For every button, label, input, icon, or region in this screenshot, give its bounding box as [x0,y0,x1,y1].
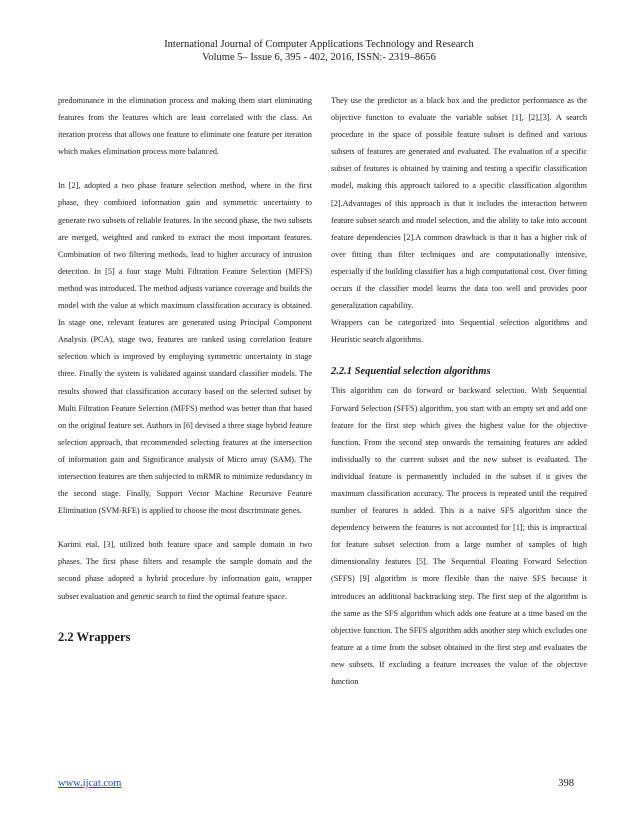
right-paragraph-1: They use the predictor as a black box and the predictor performance as the objective function to evaluate the variable subset [1], [2],[3]. A search procedure in the space of possible feature subset is defined and various subsets of features are generated and evaluated. The evaluation of a specific subset of features is obtained by training and testing a specific classification model, making this approach tailored to a specific classification algorithm [2].Advantages of this approach is that it includes the interaction between feature subset search and model selection, and the ability to take into account feature dependencies [2].A common drawback is that it has a higher risk of over fitting than filter techniques and are computationally intensive, especially if the building classifier has a high computational cost. Over fitting occurs if the classifier model learns the data too well and provides poor generalization capability. [331,96,587,311]
journal-link[interactable]: www.ijcat.com [58,778,122,789]
left-column [58,92,312,645]
right-column [331,92,587,690]
section-heading-wrappers: 2.2 Wrappers [58,629,131,644]
left-paragraph-1: predominance in the elimination process and making them start eliminating features from the features which are least correlated with the class. An iteration process that allows one feature to eliminate one feature per iteration which makes elimination process more balanced. [58,96,312,157]
right-paragraph-2: Wrappers can be categorized into Sequential selection algorithms and Heuristic search algorithms. [331,318,587,345]
page-number: 398 [558,778,574,789]
right-paragraph-3: This algorithm can do forward or backward selection. With Sequential Forward Selection (SFFS) algorithm, you start with an empty set and add one feature for the first step which gives the highest value for the objective function. From the second step onwards the remaining features are added individually to the current subset and the new subset is evaluated. The individual feature is permanently included in the subset if it gives the maximum classification accuracy. The process is repeated until the required number of features is added. This is a naive SFS algorithm since the dependency between the features is not accounted for [1]; this is impractical for feature subset selection from a large number of samples of high dimensionality features [5]. The Sequential Floating Forward Selection (SFFS) [9] algorithm is more flexible than the naive SFS because it introduces an additional backtracking step. The first step of the algorithm is the same as the SFS algorithm which adds one feature at a time based on the objective function. The SFFS algorithm adds another step which excludes one feature at a time from the subset obtained in the first step and evaluates the new subsets. If excluding a feature increases the value of the objective function [331,386,587,686]
left-paragraph-2: In [2], adopted a two phase feature selection method, where in the first phase, they combined information gain and symmetric uncertainty to generate two subsets of reliable features. In the second phase, the two subsets are merged, weighted and ranked to extract the most important features. Combination of two filtering methods, lead to higher accuracy of intrusion detection. In [5] a four stage Multi Filtration Feature Selection (MFFS) method was introduced. The method adjusts variance coverage and builds the model with the value at which maximum classification accuracy is obtained. In stage one, relevant features are generated using Principal Component Analysis (PCA), stage two, features are ranked using correlation feature selection which is improved by employing symmetric uncertainty in stage three. Finally the system is validated against standard classifier models. The results showed that classification accuracy based on the selected subset by Multi Filtration Feature Selection (MFFS) method was better than that based on the original feature set. Authors in [6] devised a three stage hybrid feature selection approach, that recommended selecting features at the intersection of information gain and Significance analysis of Micro array (SAM). The intersection features are then subjected to mRMR to minimize redundancy in the second stage. Finally, Support Vector Machine Recursive Feature Elimination (SVM-RFE) is applied to choose the most discriminate genes. [58,181,312,516]
journal-title: International Journal of Computer Applications Technology and Research [164,39,474,50]
journal-header [0,38,638,64]
left-paragraph-3: Karimi etal. [3], utilized both feature space and sample domain in two phases. The first phase filters and resample the sample domain and the second phase adopted a hybrid procedure by information gain, wrapper subset evaluation and genetic search to find the optimal feature space. [58,540,312,601]
subsection-heading-sequential: 2.2.1 Sequential selection algorithms [331,366,491,378]
journal-volume: Volume 5– Issue 6, 395 - 402, 2016, ISSN:- 2319–8656 [202,52,436,63]
page-footer [58,778,588,789]
